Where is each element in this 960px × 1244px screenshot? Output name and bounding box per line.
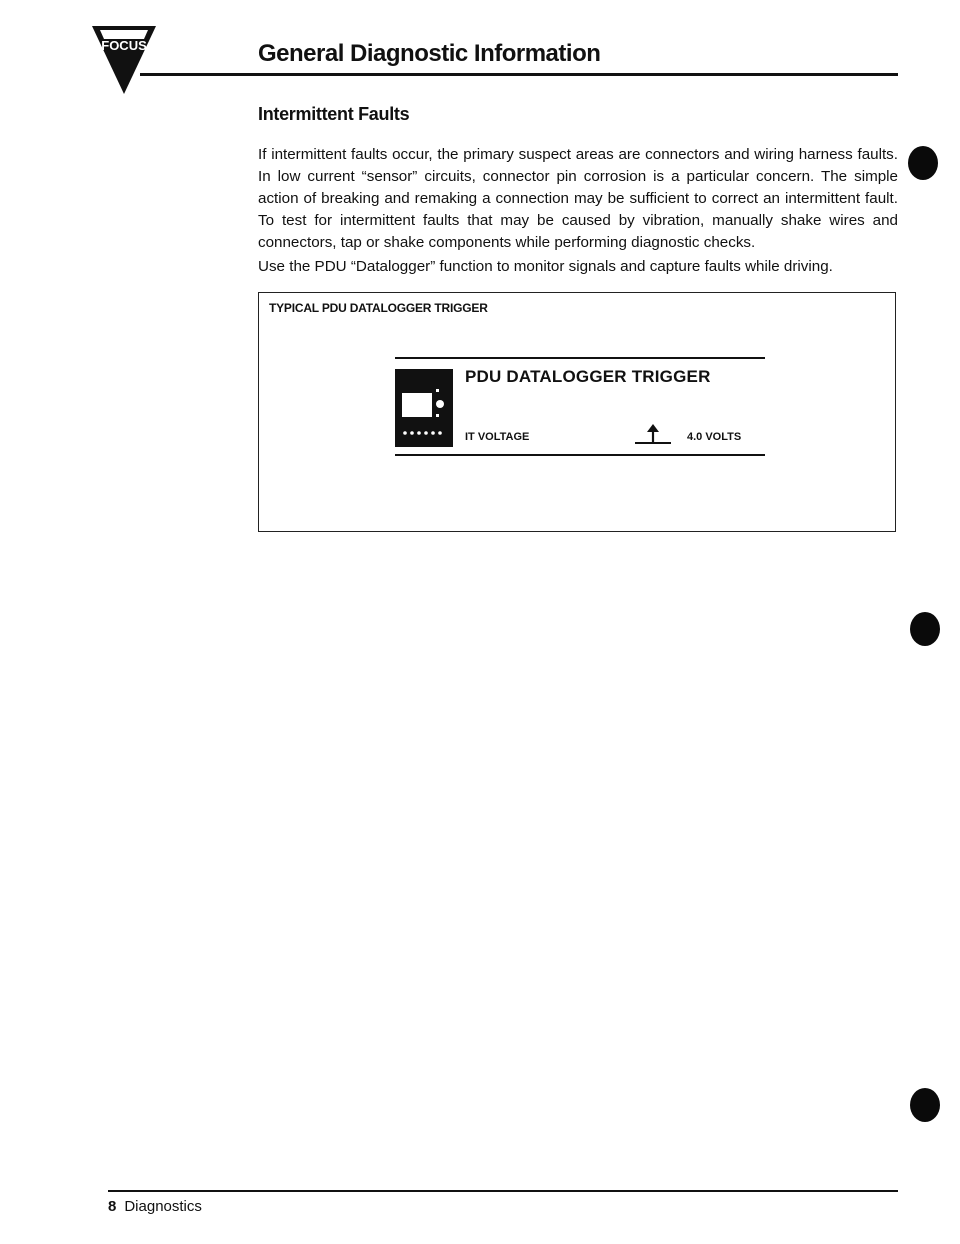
binder-hole	[910, 1088, 940, 1122]
section-heading: Intermittent Faults	[258, 104, 410, 124]
trigger-parameter-label: IT VOLTAGE	[465, 431, 530, 443]
focus-logo-icon	[92, 26, 156, 94]
page-footer	[108, 1198, 202, 1215]
figure-box	[258, 292, 896, 532]
header-rule	[140, 73, 898, 76]
binder-hole	[910, 612, 940, 646]
panel-bottom-rule	[395, 454, 765, 456]
footer-rule	[108, 1190, 898, 1192]
panel-top-rule	[395, 357, 765, 359]
panel-title: PDU DATALOGGER TRIGGER	[465, 367, 711, 386]
datalogger-trigger-panel	[395, 357, 765, 457]
footer-section: Diagnostics	[124, 1198, 202, 1215]
rising-edge-icon	[635, 423, 671, 445]
binder-hole	[908, 146, 938, 180]
pdu-device-icon	[395, 369, 453, 447]
paragraph-datalogger: Use the PDU “Datalogger” function to monitor signals and capture faults while driving.	[258, 258, 833, 275]
figure-caption: TYPICAL PDU DATALOGGER TRIGGER	[269, 301, 488, 315]
trigger-value: 4.0 VOLTS	[687, 431, 742, 443]
paragraph-intermittent-faults: If intermittent faults occur, the primary suspect areas are connectors and wiring harness faults. In low current “sensor” circuits, connector pin corrosion is a particular concern. The simple action of breaking and remaking a connection may be sufficient to correct an intermittent fault. To test for intermittent faults that may be caused by vibration, manually shake wires and connectors, tap or shake components while performing diagnostic checks.	[258, 146, 898, 251]
page-number: 8	[108, 1198, 117, 1215]
logo-text: FOCUS	[101, 38, 147, 53]
page-title: General Diagnostic Information	[258, 40, 601, 67]
